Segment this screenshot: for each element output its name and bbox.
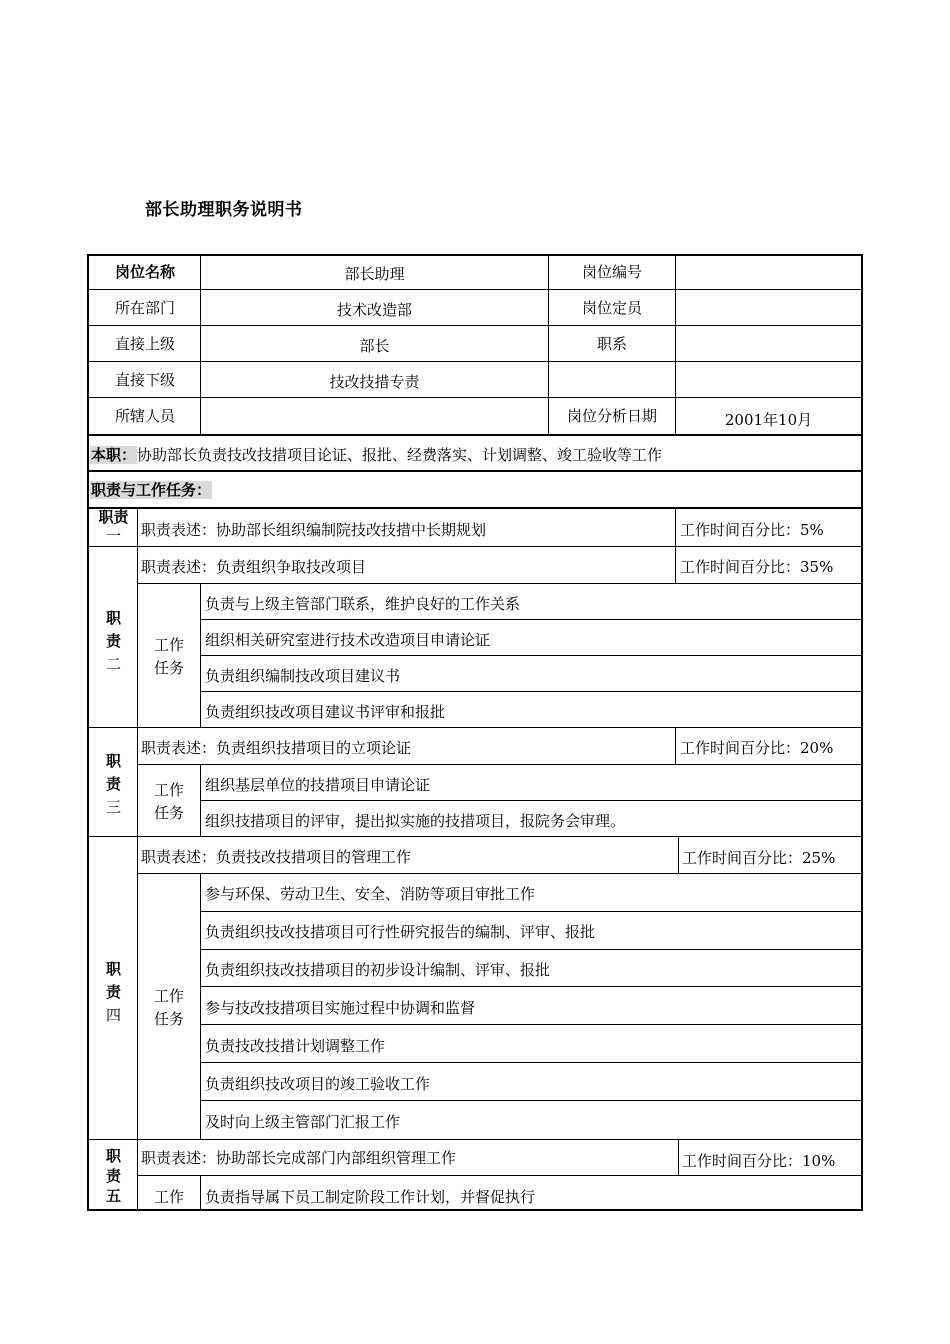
position-no-label: 岗位编号 xyxy=(581,263,642,281)
core-duty-label: 本职： xyxy=(91,446,137,464)
core-duty-text: 协助部长负责技改技措项目论证、报批、经费落实、计划调整、竣工验收等工作 xyxy=(137,446,663,464)
duty-1-label: 职责 一 xyxy=(98,508,129,545)
subordinate-value: 技改技措专责 xyxy=(329,373,420,391)
duty-2-label: 职 责 二 xyxy=(105,609,121,673)
core-duty xyxy=(90,445,662,465)
duty-4-task-6: 负责组织技改项目的竣工验收工作 xyxy=(205,1075,431,1093)
position-name-value: 部长助理 xyxy=(344,265,405,283)
duty-2-task-1: 负责与上级主管部门联系，维护良好的工作关系 xyxy=(205,595,521,613)
superior-label: 直接上级 xyxy=(114,335,175,353)
duty-2-task-label: 工作 任务 xyxy=(153,636,184,677)
superior-value: 部长 xyxy=(359,337,390,355)
duty-2-task-2: 组织相关研究室进行技术改造项目申请论证 xyxy=(205,631,491,649)
duty-5-task-label: 工作 xyxy=(153,1188,184,1206)
headcount-label: 岗位定员 xyxy=(581,299,642,317)
duty-1-statement: 职责表述：协助部长组织编制院技改技措中长期规划 xyxy=(141,521,487,539)
duty-3-time-percent: 工作时间百分比：20% xyxy=(680,739,834,757)
duty-3-statement: 职责表述：负责组织技措项目的立项论证 xyxy=(141,739,412,757)
duty-5-task-1: 负责指导属下员工制定阶段工作计划，并督促执行 xyxy=(205,1188,536,1206)
duty-4-task-2: 负责组织技改技措项目可行性研究报告的编制、评审、报批 xyxy=(205,923,596,941)
analysis-date-label: 岗位分析日期 xyxy=(566,407,657,425)
duties-heading: 职责与工作任务： xyxy=(91,481,212,499)
duty-4-task-label: 工作 任务 xyxy=(153,987,184,1028)
duty-1-time-percent: 工作时间百分比：5% xyxy=(680,521,824,539)
duty-4-task-3: 负责组织技改技措项目的初步设计编制、评审、报批 xyxy=(205,961,551,979)
duty-2-task-4: 负责组织技改项目建议书评审和报批 xyxy=(205,703,446,721)
staff-label: 所辖人员 xyxy=(114,407,175,425)
duty-2-task-3: 负责组织编制技改项目建议书 xyxy=(205,667,401,685)
duty-4-task-4: 参与技改技措项目实施过程中协调和监督 xyxy=(205,999,476,1017)
duty-4-task-5: 负责技改技措计划调整工作 xyxy=(205,1037,386,1055)
position-name-label: 岗位名称 xyxy=(114,263,175,281)
duty-4-time-percent: 工作时间百分比：25% xyxy=(682,849,836,867)
duty-3-task-2: 组织技措项目的评审，提出拟实施的技措项目，报院务会审理。 xyxy=(205,812,626,830)
duty-3-task-label: 工作 任务 xyxy=(153,781,184,822)
duty-4-task-1: 参与环保、劳动卫生、安全、消防等项目审批工作 xyxy=(205,885,536,903)
department-value: 技术改造部 xyxy=(336,301,412,319)
duty-5-label: 职 责 五 xyxy=(105,1147,121,1205)
duty-3-task-1: 组织基层单位的技措项目申请论证 xyxy=(205,776,431,794)
department-label: 所在部门 xyxy=(114,299,175,317)
duty-5-statement: 职责表述：协助部长完成部门内部组织管理工作 xyxy=(141,1149,457,1167)
duty-2-time-percent: 工作时间百分比：35% xyxy=(680,558,834,576)
duty-2-statement: 职责表述：负责组织争取技改项目 xyxy=(141,558,367,576)
duty-4-statement: 职责表述：负责技改技措项目的管理工作 xyxy=(141,848,412,866)
subordinate-label: 直接下级 xyxy=(114,371,175,389)
document-title: 部长助理职务说明书 xyxy=(145,200,303,220)
duty-4-task-7: 及时向上级主管部门汇报工作 xyxy=(205,1113,401,1131)
duty-3-label: 职 责 三 xyxy=(105,752,121,816)
duty-5-time-percent: 工作时间百分比：10% xyxy=(682,1152,836,1170)
job-family-label: 职系 xyxy=(596,335,627,353)
duty-4-label: 职 责 四 xyxy=(105,960,121,1024)
analysis-date-value: 2001年10月 xyxy=(724,411,813,429)
